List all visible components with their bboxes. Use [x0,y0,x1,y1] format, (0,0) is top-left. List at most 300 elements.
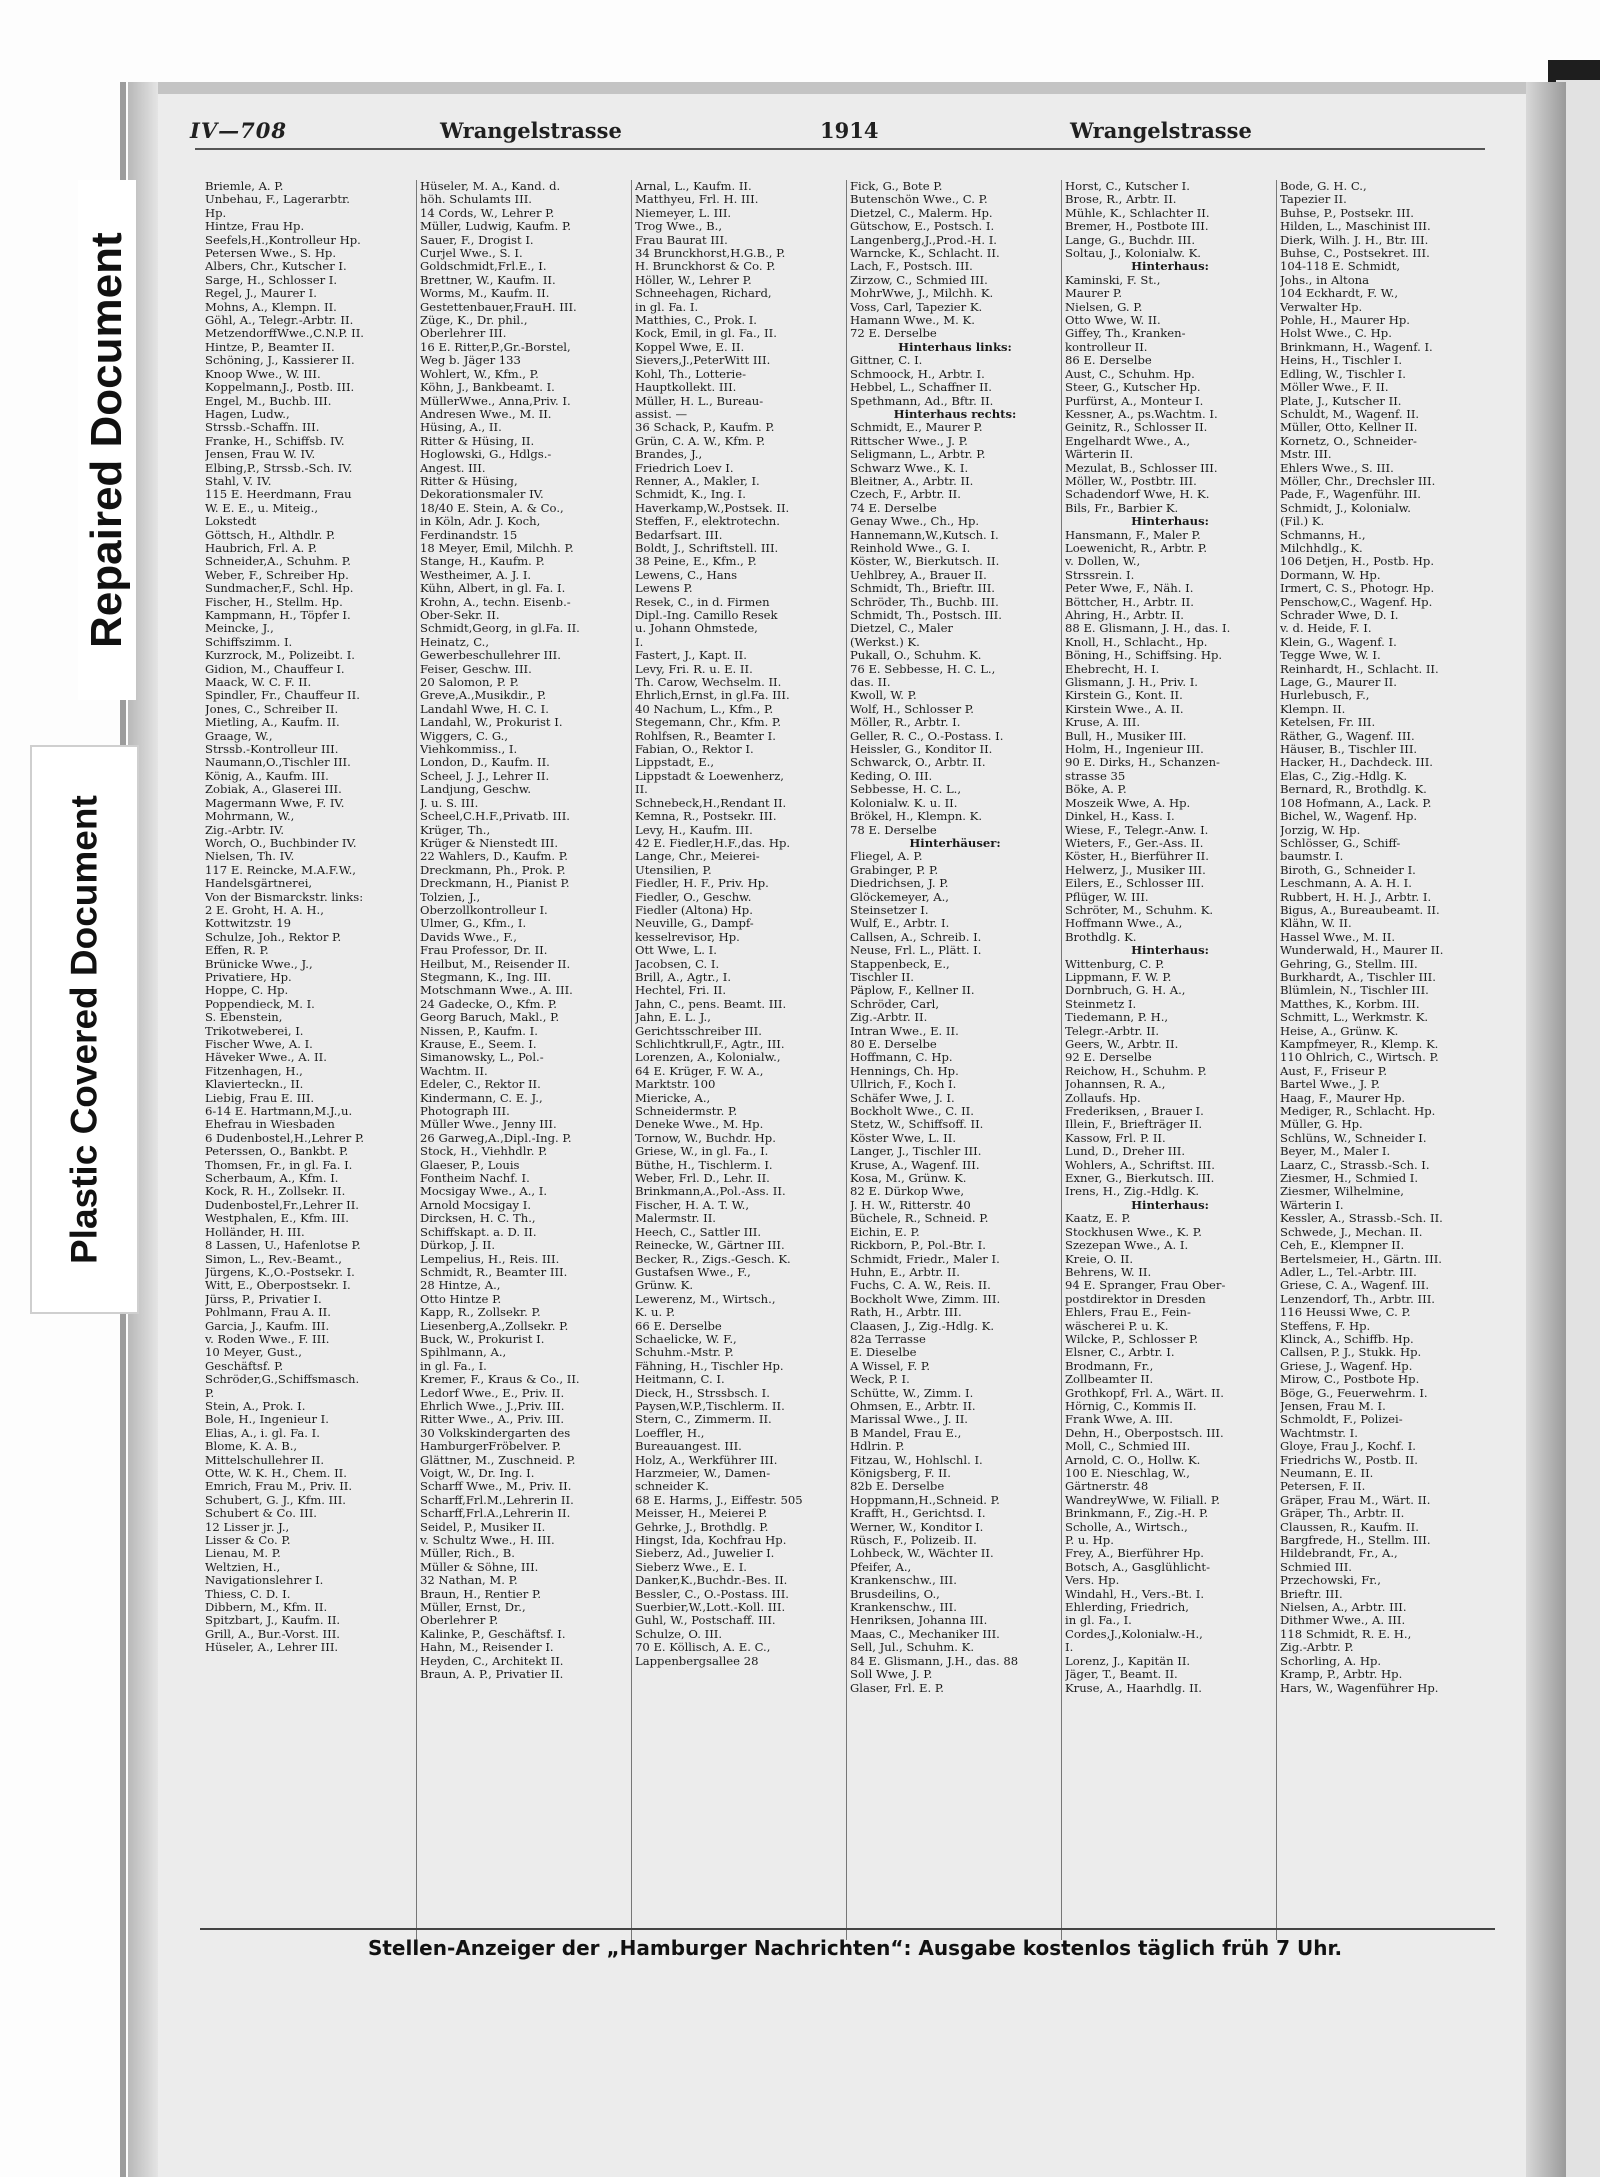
directory-entry: Gräper, Th., Arbtr. II. [1280,1507,1405,1521]
directory-entry: Stegemann, Chr., Kfm. P. [635,716,782,730]
directory-entry: Schlüns, W., Schneider I. [1280,1131,1427,1145]
directory-entry: Müller, H. L., Bureau- [635,394,764,408]
directory-entry: Bremer, H., Postbote III. [1065,220,1209,234]
directory-entry: Scholle, A., Wirtsch., [1065,1520,1188,1534]
directory-entry: W. E. E., u. Miteig., [205,501,319,515]
directory-entry: Haverkamp,W.,Postsek. II. [635,501,790,515]
directory-entry: Grothkopf, Frl. A., Wärt. II. [1065,1386,1224,1400]
directory-entry: Handelsgärtnerei, [205,877,313,891]
directory-entry: Bode, G. H. C., [1280,180,1367,193]
footer-advertisement: Stellen-Anzeiger der „Hamburger Nachrichten“: Ausgabe kostenlos täglich früh 7 Uhr. [367,1936,1343,1960]
directory-entry: HamburgerFröbelver. P. [420,1440,562,1454]
directory-entry: Fähning, H., Tischler Hp. [635,1359,784,1373]
directory-entry: Effen, R. P. [205,944,269,958]
directory-entry: Simanowsky, L., Pol.- [420,1051,544,1065]
directory-entry: Johannsen, R. A., [1065,1078,1166,1092]
directory-entry: Stein, A., Prok. I. [205,1399,306,1413]
directory-entry: Matthyeu, Frl. H. III. [635,193,759,207]
directory-entry: Frau Professor, Dr. II. [420,944,548,958]
directory-entry: 110 Ohlrich, C., Wirtsch. P. [1280,1051,1439,1065]
directory-entry: Krohn, A., techn. Eisenb.- [420,595,571,609]
directory-entry: Müller, G. Hp. [1280,1118,1363,1132]
directory-entry: Schöning, J., Kassierer II. [205,354,355,368]
directory-entry: Reinhold Wwe., G. I. [850,541,971,555]
directory-entry: Davids Wwe., F., [420,930,517,944]
directory-entry: Fitzenhagen, H., [205,1064,303,1078]
directory-entry: Landahl, W., Prokurist I. [420,716,563,730]
directory-entry: Curjel Wwe., S. I. [420,247,523,261]
directory-entry: Griese, J., Wagenf. Hp. [1280,1359,1413,1373]
directory-entry: Reinhardt, H., Schlacht. II. [1280,662,1439,676]
directory-entry: Hoffmann, C. Hp. [850,1051,953,1065]
directory-entry: 66 E. Derselbe [635,1319,722,1333]
directory-entry: Oberzollkontrolleur I. [420,903,548,917]
directory-entry: Hacker, H., Dachdeck. III. [1280,756,1433,770]
directory-entry: Wärterin I. [1280,1198,1344,1212]
directory-entry: Geschäftsf. P. [205,1359,284,1373]
directory-entry: Johs., in Altona [1280,273,1370,287]
directory-entry: Sell, Jul., Schuhm. K. [850,1641,975,1655]
directory-entry: Schwarz Wwe., K. I. [850,461,969,475]
directory-entry: Nielsen, Th. IV. [205,850,295,864]
directory-entry: 92 E. Derselbe [1065,1051,1152,1065]
directory-entry: Brünicke Wwe., J., [205,957,313,971]
directory-entry: Loeffler, H., [635,1426,705,1440]
directory-entry: Bichel, W., Wagenf. Hp. [1280,810,1418,824]
column-divider [1276,180,1277,1940]
directory-entry: Greve,A.,Musikdir., P. [420,689,547,703]
directory-entry: Gehrke, J., Brothdlg. P. [635,1520,769,1534]
directory-entry: Kindermann, C. E. J., [420,1091,543,1105]
directory-entry: Plate, J., Kutscher II. [1280,394,1402,408]
directory-entry: Sieberz Wwe., E. I. [635,1560,747,1574]
directory-entry: Voigt, W., Dr. Ing. I. [420,1467,535,1480]
directory-entry: Strssrein. I. [1065,568,1135,582]
directory-entry: Photograph III. [420,1105,510,1119]
directory-entry: Holländer, H. III. [205,1225,305,1239]
directory-entry: Kapp, R., Zollsekr. P. [420,1306,541,1320]
directory-entry: S. Ebenstein, [205,1011,283,1025]
directory-entry: Kampfmeyer, R., Klemp. K. [1280,1038,1439,1051]
directory-entry: Frey, A., Bierführer Hp. [1065,1547,1204,1561]
directory-entry: Schorling, A. Hp. [1280,1654,1382,1668]
directory-entry: Hannemann,W.,Kutsch. I. [850,528,999,542]
directory-entry: Hinterhaus rechts: [893,407,1017,421]
directory-entry: Neuville, G., Dampf- [635,917,754,931]
directory-entry: Gestettenbauer,FrauH. III. [420,300,577,314]
directory-entry: Haag, F., Maurer Hp. [1280,1091,1406,1105]
directory-entry: 24 Gadecke, O., Kfm. P. [420,997,557,1011]
column-divider [631,180,632,1940]
directory-entry: Elsner, C., Arbtr. I. [1065,1346,1175,1360]
directory-entry: Milchhdlg., K. [1280,541,1363,555]
directory-entry: Rath, H., Arbtr. III. [850,1306,962,1320]
directory-entry: Büthe, H., Tischlerm. I. [635,1158,773,1172]
directory-entry: v. Dollen, W., [1065,555,1141,569]
directory-entry: Lewerenz, M., Wirtsch., [635,1292,776,1306]
directory-entry: Scharff,Frl.M.,Lehrerin II. [420,1493,574,1507]
directory-entry: Gehring, G., Stellm. III. [1280,957,1418,971]
directory-entry: Kolonialw. K. u. II. [850,796,958,810]
directory-entry: Brinkmann,A.,Pol.-Ass. II. [635,1185,786,1199]
directory-entry: Hilden, L., Maschinist III. [1280,220,1431,234]
directory-entry: Stappenbeck, E., [850,957,950,971]
directory-entry: Böke, A. P. [1065,783,1127,797]
directory-entry: Lippmann, F. W. P. [1065,970,1172,984]
directory-entry: Goldschmidt,Frl.E., I. [420,260,547,274]
directory-entry: Göhl, A., Telegr.-Arbtr. II. [205,314,354,328]
directory-entry: Renner, A., Makler, I. [635,474,760,488]
directory-entry: Schmidt, J., Kolonialw. [1280,501,1411,515]
directory-entry: Weck, P. I. [850,1373,910,1387]
directory-entry: Glismann, J. H., Priv. I. [1065,676,1198,690]
directory-entry: Dipl.-Ing. Camillo Resek [635,609,778,622]
directory-entry: Wärterin II. [1065,448,1134,462]
directory-entry: Grabinger, P. P. [850,863,939,877]
directory-column-4 [850,180,1060,1940]
directory-entry: Gidion, M., Chauffeur I. [205,662,345,676]
directory-entry: Beyer, M., Maler I. [1280,1145,1391,1159]
directory-entry: Elias, A., i. gl. Fa. I. [205,1426,320,1440]
directory-entry: Heise, A., Grünw. K. [1280,1024,1399,1038]
directory-entry: Ferdinandstr. 15 [420,528,518,542]
directory-entry: Westheimer, A. J. I. [420,568,532,582]
directory-entry: Franke, H., Schiffsb. IV. [205,434,345,448]
directory-entry: Niemeyer, L. III. [635,206,732,220]
directory-entry: Krankenschw., III. [850,1574,957,1588]
directory-entry: Holm, H., Ingenieur III. [1065,743,1204,757]
directory-entry: K. u. P. [635,1306,676,1320]
directory-entry: P. [205,1386,215,1400]
directory-entry: Gittner, C. I. [850,354,923,368]
directory-entry: Schmidt, Friedr., Maler I. [850,1252,1000,1266]
directory-entry: Soltau, J., Kolonialw. K. [1065,247,1201,261]
directory-entry: Hintze, P., Beamter II. [205,340,335,354]
directory-entry: Schmidt, E., Maurer P. [850,421,983,435]
directory-entry: Schmied III. [1280,1560,1352,1574]
directory-entry: Zig.-Arbtr. II. [850,1011,928,1025]
directory-entry: Sievers,J.,PeterWitt III. [635,354,771,368]
directory-entry: Hdlrin. P. [850,1440,905,1454]
directory-entry: Pohlmann, Frau A. II. [205,1306,331,1320]
directory-entry: Kock, Emil, in gl. Fa., II. [635,327,777,341]
directory-entry: baumstr. I. [1280,850,1344,864]
directory-entry: Lorenz, J., Kapitän II. [1065,1654,1191,1668]
directory-entry: Zobiak, A., Glaserei III. [205,783,342,797]
directory-entry: Kramp, P., Arbtr. Hp. [1280,1668,1403,1682]
directory-entry: Penschow,C., Wagenf. Hp. [1280,595,1433,609]
directory-entry: Bigus, A., Bureaubeamt. II. [1280,903,1440,917]
directory-entry: Schlösser, G., Schiff- [1280,836,1401,850]
directory-entry: Brinkmann, H., Wagenf. I. [1280,340,1433,354]
directory-entry: Dietzel, C., Malerm. Hp. [850,206,993,220]
column-divider [846,180,847,1940]
directory-entry: Trog Wwe., B., [635,220,723,234]
directory-entry: kontrolleur II. [1065,340,1148,354]
directory-entry: Th. Carow, Wechselm. II. [635,676,782,690]
directory-entry: Schröder, Th., Buchb. III. [850,595,999,609]
directory-entry: Räther, G., Wagenf. III. [1280,729,1415,743]
directory-entry: Strssb.-Kontrolleur III. [205,743,339,757]
directory-entry: Braun, A. P., Privatier II. [420,1668,564,1682]
directory-entry: Leschmann, A. A. H. I. [1280,877,1412,891]
directory-entry: Schmidt,Georg, in gl.Fa. II. [420,622,580,636]
directory-entry: Jones, C., Schreiber II. [205,702,339,716]
directory-entry: schneider K. [635,1480,709,1494]
directory-entry: Hennings, Ch. Hp. [850,1064,959,1078]
directory-entry: Klinck, A., Schiffb. Hp. [1280,1332,1414,1346]
directory-entry: (Fil.) K. [1280,515,1325,529]
directory-entry: Neuse, Frl. L., Plätt. I. [850,944,982,958]
directory-entry: 118 Schmidt, R. E. H., [1280,1627,1412,1641]
directory-entry: Glöckemeyer, A., [850,890,949,904]
directory-entry: Ceh, E., Klempner II. [1280,1239,1405,1253]
directory-entry: höh. Schulamts III. [420,193,532,207]
directory-entry: London, D., Kaufm. II. [420,756,550,770]
directory-entry: das. II. [850,676,891,690]
header-rule [195,148,1485,150]
directory-entry: Kornetz, O., Schneider- [1280,434,1417,448]
directory-entry: Knoll, H., Schlacht., Hp. [1065,635,1208,649]
directory-entry: Brusdeilins, O., [850,1587,940,1601]
directory-entry: Horst, C., Kutscher I. [1065,180,1190,193]
directory-entry: Hauptkollekt. III. [635,381,737,395]
directory-entry: Kreie, O. II. [1065,1252,1134,1266]
directory-entry: Rüsch, F., Polizeib. II. [850,1534,977,1548]
directory-entry: Schiffskapt. a. D. II. [420,1225,537,1239]
directory-entry: Schmidt, K., Ing. I. [635,488,746,502]
repaired-document-label: Repaired Document [78,180,136,700]
directory-entry: Suerbier,W.,Lott.-Koll. III. [635,1601,786,1615]
directory-entry: Eilers, E., Schlosser III. [1065,877,1205,891]
directory-entry: 82b E. Derselbe [850,1480,945,1494]
directory-entry: Lund, D., Dreher III. [1065,1145,1186,1159]
directory-entry: Hagen, Ludw., [205,407,290,421]
directory-entry: Böning, H., Schiffsing. Hp. [1065,649,1223,663]
directory-entry: Harzmeier, W., Damen- [635,1467,771,1480]
directory-entry: Schütte, W., Zimm. I. [850,1386,974,1400]
directory-entry: Rohlfsen, R., Beamter I. [635,729,776,743]
directory-entry: Schäfer Wwe, J. I. [850,1091,955,1105]
directory-entry: Nielsen, G. P. [1065,300,1143,314]
directory-entry: Zig.-Arbtr. P. [1280,1641,1354,1655]
directory-entry: 30 Volkskindergarten des [420,1426,571,1440]
directory-entry: Göttsch, H., Althdlr. P. [205,528,336,542]
directory-entry: Kohl, Th., Lotterie- [635,367,747,381]
directory-entry: Köhn, J., Bankbeamt. I. [420,381,555,395]
directory-entry: Schrader Wwe, D. I. [1280,609,1399,622]
directory-entry: Zirzow, C., Schmied III. [850,273,988,287]
directory-entry: Exner, G., Bierkutsch. III. [1065,1172,1215,1186]
directory-entry: Wachtm. II. [420,1064,488,1078]
directory-entry: Hingst, Ida, Kochfrau Hp. [635,1534,787,1548]
directory-entry: Irmert, C. S., Photogr. Hp. [1280,582,1435,596]
directory-entry: Griese, C. A., Wagenf. III. [1280,1279,1430,1293]
directory-entry: Heissler, G., Konditor II. [850,743,993,757]
directory-entry: Jensen, Frau W. IV. [205,448,316,462]
directory-entry: Naumann,O.,Tischler III. [205,756,351,770]
directory-entry: Kottwitzstr. 19 [205,917,292,931]
directory-entry: Briemle, A. P. [205,180,284,193]
directory-entry: Kirstein Wwe., A. II. [1065,702,1184,716]
directory-entry: Rubbert, H. H. J., Arbtr. I. [1280,890,1432,904]
directory-entry: Claussen, R., Kaufm. II. [1280,1520,1419,1534]
directory-entry: Möller, R., Arbtr. I. [850,716,961,730]
directory-entry: 42 E. Fiedler,H.F.,das. Hp. [635,836,791,850]
directory-entry: Steffens, F. Hp. [1280,1319,1371,1333]
directory-entry: Petersen Wwe., S. Hp. [205,247,337,261]
directory-entry: Fabian, O., Rektor I. [635,743,754,757]
directory-entry: 84 E. Glismann, J.H., das. 88 [850,1654,1019,1668]
directory-entry: Jürgens, K.,O.-Postsekr. I. [205,1265,355,1279]
directory-entry: Köster Wwe, L. II. [850,1131,957,1145]
directory-entry: Lach, F., Postsch. III. [850,260,973,274]
directory-entry: Emrich, Frau M., Priv. II. [205,1480,353,1494]
directory-entry: Dudenbostel,Fr.,Lehrer II. [205,1198,359,1212]
directory-entry: Gräper, Frau M., Wärt. II. [1280,1493,1431,1507]
directory-entry: Mediger, R., Schlacht. Hp. [1280,1105,1436,1119]
directory-entry: Schwarck, O., Arbtr. II. [850,756,986,770]
directory-entry: Angest. III. [420,461,486,475]
directory-entry: Schmidt, R., Beamter III. [420,1265,568,1279]
directory-entry: Dürkop, J. II. [420,1239,496,1253]
directory-entry: Wilcke, P., Schlosser P. [1065,1332,1199,1346]
directory-entry: Köster, H., Bierführer II. [1065,850,1209,864]
directory-entry: 94 E. Spranger, Frau Ober- [1065,1279,1226,1293]
directory-entry: Möller, W., Postbtr. III. [1065,474,1197,488]
directory-entry: Büchele, R., Schneid. P. [850,1212,989,1226]
directory-entry: Bils, Fr., Barbier K. [1065,501,1179,515]
directory-entry: Schaelicke, W. F., [635,1332,737,1346]
directory-entry: Motschmann Wwe., A. III. [420,984,573,998]
directory-entry: Hansmann, F., Maler P. [1065,528,1201,542]
directory-entry: Brinkmann, F., Zig.-H. P. [1065,1507,1209,1521]
directory-entry: Cordes,J.,Kolonialw.-H., [1065,1627,1203,1641]
directory-entry: Hassel Wwe., M. II. [1280,930,1396,944]
directory-entry: Dreckmann, H., Pianist P. [420,877,570,891]
directory-entry: Przechowski, Fr., [1280,1574,1381,1588]
street-title-right: Wrangelstrasse [1070,118,1252,143]
directory-entry: Lewens P. [635,582,693,596]
directory-entry: Wiese, F., Telegr.-Anw. I. [1065,823,1209,837]
directory-entry: Steinsetzer I. [850,903,929,917]
directory-entry: Tornow, W., Buchdr. Hp. [635,1131,776,1145]
directory-entry: Kwoll, W. P. [850,689,917,703]
directory-entry: 72 E. Derselbe [850,327,937,341]
directory-entry: Ober-Sekr. II. [420,609,500,622]
directory-entry: Hinterhaus: [1131,1198,1209,1212]
directory-entry: Schmanns, H., [1280,528,1366,542]
directory-entry: Aust, F., Friseur P. [1280,1064,1388,1078]
directory-entry: Oberlehrer P. [420,1614,499,1628]
directory-entry: 2 E. Groht, H. A. H., [205,903,324,917]
directory-entry: Schlichtkrull,F., Agtr., III. [635,1038,785,1051]
directory-entry: Hebbel, L., Schaffner II. [850,381,992,395]
directory-entry: Intran Wwe., E. II. [850,1024,959,1038]
directory-entry: Sarge, H., Schlosser I. [205,273,338,287]
directory-entry: Huhn, E., Arbtr. II. [850,1265,960,1279]
directory-entry: Lappenbergsallee 28 [635,1654,759,1668]
year-title: 1914 [820,118,879,143]
directory-entry: Neumann, E. II. [1280,1467,1374,1480]
directory-entry: Garcia, J., Kaufm. III. [205,1319,330,1333]
directory-entry: Ullrich, F., Koch I. [850,1078,957,1092]
directory-entry: Grünw. K. [635,1279,694,1293]
directory-entry: Wittenburg, C. P. [1065,957,1165,971]
directory-entry: v. Roden Wwe., F. III. [205,1332,330,1346]
directory-entry: Pukall, O., Schuhm. K. [850,649,982,663]
directory-entry: Mezulat, B., Schlosser III. [1065,461,1218,475]
directory-entry: Rickborn, P., Pol.-Btr. I. [850,1239,986,1253]
directory-entry: Buhse, C., Postsekret. III. [1280,247,1430,261]
directory-entry: Jacobsen, C. I. [635,957,720,971]
plastic-covered-label: Plastic Covered Document [30,745,139,1314]
directory-entry: Spethmann, Ad., Bftr. II. [850,394,994,408]
directory-entry: Hinterhaus: [1131,515,1209,529]
directory-entry: Fontheim Nachf. I. [420,1172,530,1186]
directory-entry: Regel, J., Maurer I. [205,287,317,301]
directory-entry: 68 E. Harms, J., Eiffestr. 505 [635,1493,803,1507]
directory-entry: I. [1065,1641,1074,1655]
directory-entry: Landjung, Geschw. [420,783,532,797]
directory-entry: Schubert, G. J., Kfm. III. [205,1493,346,1507]
directory-entry: Kaminski, F. St., [1065,273,1161,287]
directory-entry: Frank Wwe, A. III. [1065,1413,1173,1427]
directory-entry: Krankenschw., III. [850,1601,957,1615]
directory-entry: Jorzig, W. Hp. [1280,823,1361,837]
directory-entry: Georg Baruch, Makl., P. [420,1011,560,1025]
directory-entry: Elbing,P., Strssb.-Sch. IV. [205,461,353,475]
directory-entry: 14 Cords, W., Lehrer P. [420,206,555,220]
directory-entry: Heyden, C., Architekt II. [420,1654,564,1668]
directory-entry: Scheel,C.H.F.,Privatb. III. [420,810,570,824]
directory-entry: Soll Wwe, J. P. [850,1668,933,1682]
directory-entry: Landahl Wwe, H. C. I. [420,702,549,716]
directory-entry: 100 E. Nieschlag, W., [1065,1467,1190,1480]
directory-entry: Gustafsen Wwe., F., [635,1265,751,1279]
directory-entry: Glättner, M., Zuschneid. P. [420,1453,576,1467]
directory-entry: Fitzau, W., Hohlschl. I. [850,1453,983,1467]
directory-entry: Ehrlich Wwe., J.,Priv. III. [420,1399,565,1413]
directory-entry: v. Schultz Wwe., H. III. [420,1534,555,1548]
directory-entry: Krüger & Nienstedt III. [420,836,559,850]
directory-entry: Spitzbart, J., Kaufm. II. [205,1614,341,1628]
directory-entry: Griese, W., in gl. Fa., I. [635,1145,769,1159]
directory-entry: Hörnig, C., Kommis II. [1065,1399,1197,1413]
directory-entry: Lage, G., Maurer II. [1280,676,1397,690]
directory-entry: in gl. Fa., I. [420,1359,487,1373]
directory-entry: Dibbern, M., Kfm. II. [205,1601,328,1615]
directory-entry: Zollbeamter II. [1065,1373,1154,1387]
directory-entry: Lippstadt, E., [635,756,715,770]
directory-entry: Purfürst, A., Monteur I. [1065,394,1204,408]
directory-entry: Diedrichsen, J. P. [850,877,949,891]
directory-entry: Fiedler, H. F., Priv. Hp. [635,877,769,891]
directory-entry: Telegr.-Arbtr. II. [1065,1024,1160,1038]
directory-entry: strasse 35 [1065,769,1126,783]
directory-entry: 20 Salomon, P. P. [420,676,519,690]
directory-entry: Dreckmann, Ph., Prok. P. [420,863,566,877]
directory-entry: Seidel, P., Musiker II. [420,1520,546,1534]
directory-entry: MüllerWwe., Anna,Priv. I. [420,394,571,408]
directory-entry: Braun, H., Rentier P. [420,1587,542,1601]
directory-entry: Gerichtsschreiber III. [635,1024,762,1038]
directory-entry: Schnebeck,H.,Rendant II. [635,796,787,810]
directory-entry: Scharff,Frl.A.,Lehrerin II. [420,1507,571,1521]
directory-entry: Weber, Frl. D., Lehr. II. [635,1172,770,1186]
directory-entry: Arnal, L., Kaufm. II. [635,180,752,193]
directory-entry: Ritter & Hüsing, [420,474,518,488]
